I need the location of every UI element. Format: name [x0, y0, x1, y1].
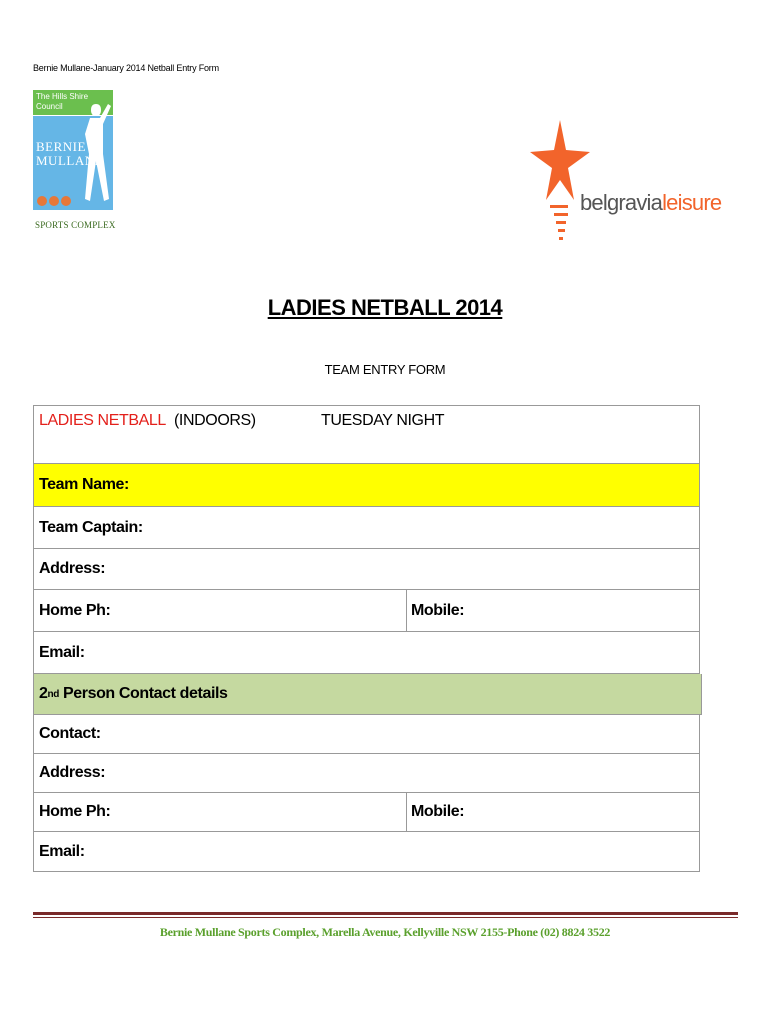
competition-name: LADIES NETBALL: [39, 412, 166, 429]
team-name-label: Team Name:: [39, 476, 129, 493]
competition-label: [34, 412, 256, 430]
ball-icon: [61, 196, 71, 206]
address-row[interactable]: [33, 549, 700, 590]
home-ph-label: Home Ph:: [39, 601, 111, 619]
mobile2-label: Mobile:: [411, 803, 465, 820]
second-person-label: [34, 674, 228, 714]
phone2-row[interactable]: [33, 793, 700, 832]
email-row[interactable]: [33, 632, 700, 674]
team-name-row[interactable]: [33, 464, 700, 507]
header-note: Bernie Mullane-January 2014 Netball Entry Form: [33, 63, 219, 73]
night-label: TUESDAY NIGHT: [321, 412, 445, 429]
second-person-text: Person Contact details: [58, 685, 228, 702]
contact-row[interactable]: [33, 715, 700, 754]
footer-divider: [33, 912, 738, 915]
address2-label: Address:: [39, 764, 106, 781]
belgravia-leisure-logo: [580, 190, 721, 216]
team-entry-form: [33, 405, 700, 872]
logo-sports-complex: SPORTS COMPLEX: [35, 220, 116, 230]
competition-row: [33, 405, 700, 464]
second-person-header-row: [33, 674, 702, 715]
belgravia-text: belgravia: [580, 190, 663, 215]
leisure-text: leisure: [662, 190, 722, 215]
home-ph2-label: Home Ph:: [39, 803, 111, 820]
address-label: Address:: [39, 560, 106, 577]
logo-name: [36, 140, 103, 168]
page-subtitle: TEAM ENTRY FORM: [324, 362, 446, 377]
ball-icon: [49, 196, 59, 206]
page-title: LADIES NETBALL 2014: [267, 295, 503, 320]
logo-name-line2: MULLANE: [36, 153, 104, 168]
hills-sports-complex-logo: [33, 90, 116, 236]
team-captain-row[interactable]: [33, 507, 700, 549]
footer-address: Bernie Mullane Sports Complex, Marella Avenue, Kellyville NSW 2155-Phone (02) 8824 3522: [159, 925, 611, 939]
ball-icon: [37, 196, 47, 206]
mobile-label: Mobile:: [411, 601, 465, 619]
footer-divider-thin: [33, 917, 738, 918]
email-label: Email:: [39, 643, 85, 661]
phone-row[interactable]: [33, 590, 700, 632]
address2-row[interactable]: [33, 754, 700, 793]
contact-label: Contact:: [39, 725, 101, 742]
email2-label: Email:: [39, 842, 85, 860]
logo-name-line1: BERNIE: [36, 139, 86, 154]
team-captain-label: Team Captain:: [39, 518, 143, 536]
hills-council-label: The Hills Shire Council: [33, 90, 113, 115]
second-person-sup: nd: [47, 688, 59, 700]
email2-row[interactable]: [33, 832, 700, 872]
second-person-prefix: 2: [39, 685, 48, 702]
competition-type: (INDOORS): [174, 412, 256, 429]
